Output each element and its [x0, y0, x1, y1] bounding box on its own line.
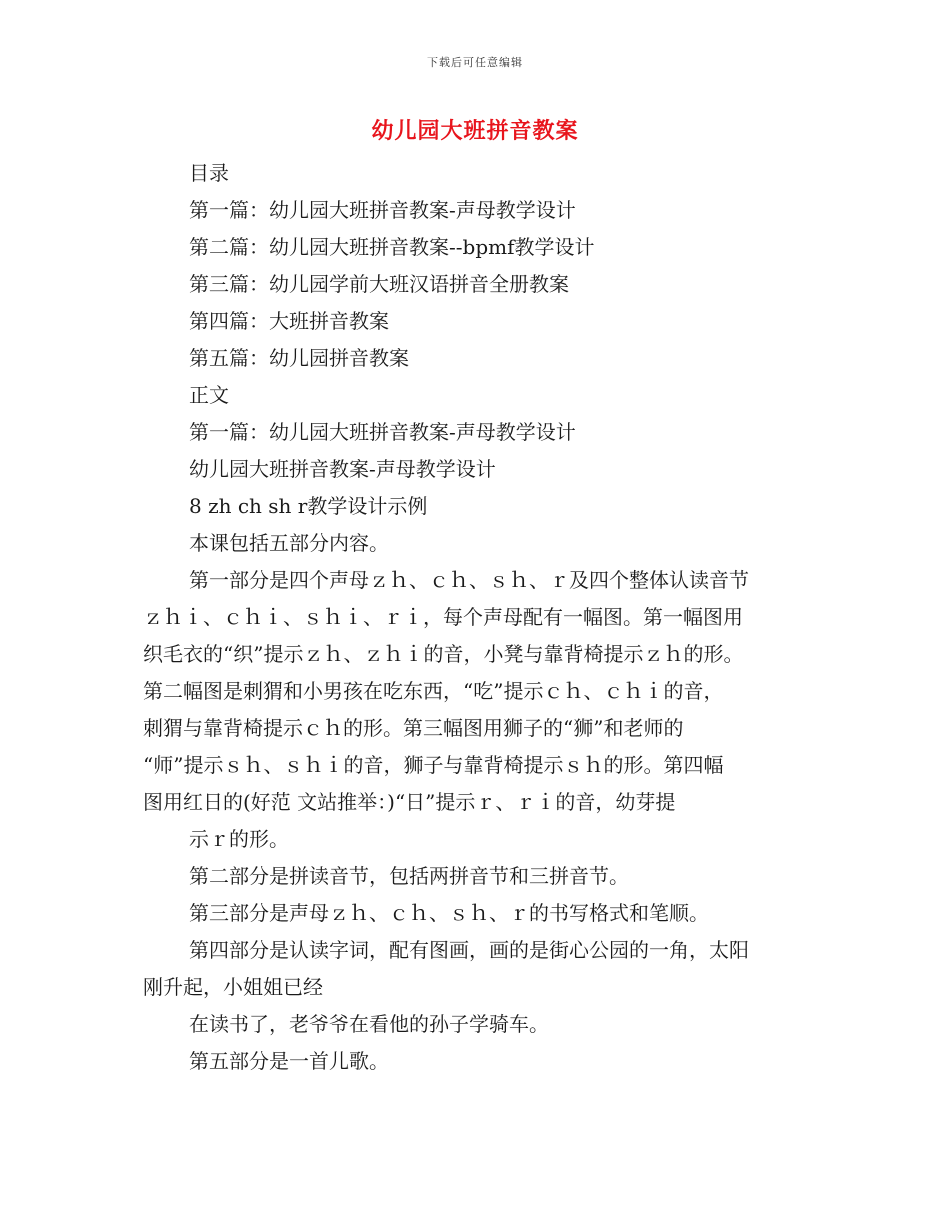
text-line: 第一部分是四个声母ｚｈ、ｃｈ、ｓｈ、ｒ及四个整体认读音节 [189, 568, 749, 592]
text-line: 第一篇：幼儿园大班拼音教案-声母教学设计 [189, 420, 576, 444]
text-line: 图用红日的(好范 文站推举：)“日”提示ｒ、ｒｉ的音，幼芽提 [143, 790, 676, 814]
header-note: 下载后可任意编辑 [427, 56, 523, 69]
text-line: 第二幅图是刺猬和小男孩在吃东西，“吃”提示ｃｈ、ｃｈｉ的音， [143, 679, 724, 703]
text-line: 8 zh ch sh r教学设计示例 [189, 494, 428, 518]
text-line: 幼儿园大班拼音教案-声母教学设计 [189, 457, 496, 481]
text-line: 第三部分是声母ｚｈ、ｃｈ、ｓｈ、ｒ的书写格式和笔顺。 [189, 901, 709, 925]
document-body [143, 155, 813, 1080]
text-line: 第二部分是拼读音节，包括两拼音节和三拼音节。 [189, 864, 629, 888]
text-line: 目录 [189, 161, 229, 185]
text-line: 第四部分是认读字词，配有图画，画的是街心公园的一角，太阳 [189, 938, 749, 962]
text-line: 第五部分是一首儿歌。 [189, 1049, 389, 1073]
text-line: 第五篇：幼儿园拼音教案 [189, 346, 409, 370]
text-line: 正文 [189, 383, 229, 407]
text-line: 第四篇：大班拼音教案 [189, 309, 389, 333]
text-line: ｚｈｉ、ｃｈｉ、ｓｈｉ、ｒｉ，每个声母配有一幅图。第一幅图用 [143, 605, 743, 629]
text-line: 刚升起，小姐姐已经 [143, 975, 323, 999]
text-line: 本课包括五部分内容。 [189, 531, 389, 555]
text-line: 在读书了，老爷爷在看他的孙子学骑车。 [189, 1012, 549, 1036]
text-line: 刺猬与靠背椅提示ｃｈ的形。第三幅图用狮子的“狮”和老师的 [143, 716, 684, 740]
text-line: 第二篇：幼儿园大班拼音教案--bpmf教学设计 [189, 235, 595, 259]
text-line: 第三篇：幼儿园学前大班汉语拼音全册教案 [189, 272, 569, 296]
document-title: 幼儿园大班拼音教案 [371, 118, 579, 144]
text-line: 第一篇：幼儿园大班拼音教案-声母教学设计 [189, 198, 576, 222]
text-line: “师”提示ｓｈ、ｓｈｉ的音，狮子与靠背椅提示ｓｈ的形。第四幅 [143, 753, 724, 777]
text-line: 织毛衣的“织”提示ｚｈ、ｚｈｉ的音，小凳与靠背椅提示ｚｈ的形。 [143, 642, 744, 666]
text-line: 示ｒ的形。 [189, 827, 289, 851]
